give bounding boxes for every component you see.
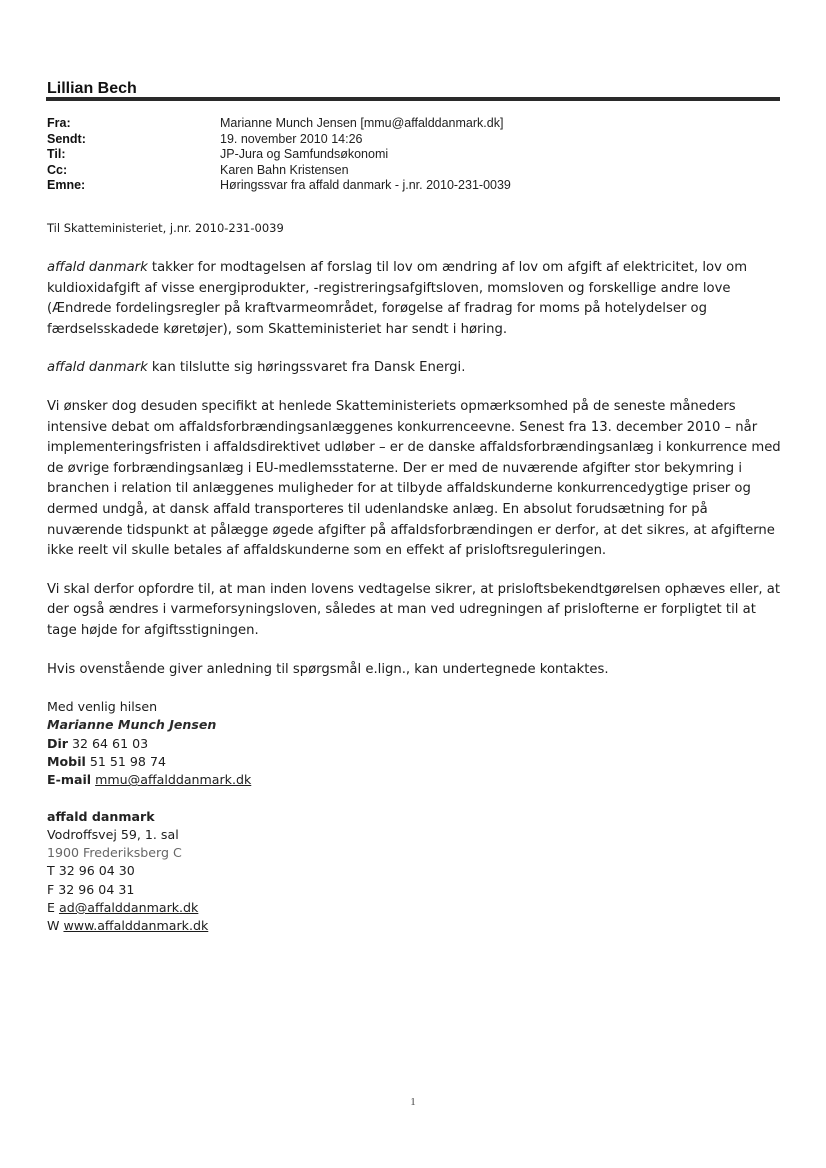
paragraph-intro-text: takker for modtagelsen af forslag til lov om ændring af lov om afgift af elektricitet, lov om kuldioxidafgift af visse energiprodukter, -registreringsafgiftsloven, momsloven og forskellige andre love (Ændrede fordelingsregler på kraftvarmeområdet, forøgelse af fradrag for moms på hotelydelser og færdselsskadede køretøjer), som Skatteministeriet har sendt i høring. [47, 260, 748, 337]
subject-value: Høringssvar fra affald danmark - j.nr. 2010-231-0039 [220, 178, 511, 192]
sent-label: Sendt: [47, 131, 86, 146]
sent-value: 19. november 2010 14:26 [220, 131, 363, 146]
organization-email [47, 899, 787, 917]
direct-phone [47, 735, 787, 753]
paragraph-request: Vi skal derfor opfordre til, at man inden lovens vedtagelse sikrer, at prisloftsbekendtgørelsen ophæves eller, at der også ændres i varmeforsyningsloven, således at man ved udregningen af prislofterne er forpligtet til at tage højde for afgiftsstigningen. [47, 581, 781, 638]
paragraph-intro [47, 258, 787, 340]
organization-block [47, 808, 787, 936]
header-row-cc [47, 163, 767, 179]
signer-name: Marianne Munch Jensen [47, 717, 217, 733]
organization-website-link[interactable]: www.affalddanmark.dk [63, 918, 209, 934]
organization-email-link[interactable]: ad@affalddanmark.dk [58, 900, 199, 916]
email-header-block [47, 116, 767, 194]
mailbox-owner-name: Lillian Bech [47, 80, 137, 97]
organization-phone: T 32 96 04 30 [47, 863, 135, 879]
direct-phone-label: Dir [47, 735, 68, 751]
organization-fax: F 32 96 04 31 [47, 881, 135, 897]
address-line-2: 1900 Frederiksberg C [47, 845, 182, 861]
page-number: 1 [410, 1096, 416, 1108]
mobile-phone [47, 753, 787, 771]
organization-website-prefix: W [47, 918, 60, 934]
subject-label: Emne: [47, 178, 86, 192]
header-row-to [47, 147, 767, 163]
brand-name: affald danmark [47, 360, 148, 376]
signer-email-link[interactable]: mmu@affalddanmark.dk [95, 772, 252, 788]
header-row-sent [47, 132, 767, 148]
paragraph-support-text: kan tilslutte sig høringssvaret fra Dansk Energi. [147, 360, 466, 376]
to-value: JP-Jura og Samfundsøkonomi [220, 147, 389, 161]
from-label: Fra: [47, 116, 71, 130]
header-row-subject [47, 178, 767, 194]
signer-email-label: E-mail [47, 772, 92, 788]
from-value: Marianne Munch Jensen [mmu@affalddanmark.dk] [220, 116, 504, 130]
paragraph-contact: Hvis ovenstående giver anledning til spørgsmål e.lign., kan undertegnede kontaktes. [47, 661, 609, 677]
address-line-1: Vodroffsvej 59, 1. sal [47, 826, 179, 842]
to-label: Til: [47, 147, 66, 161]
header-divider [46, 97, 780, 101]
email-body [47, 220, 787, 936]
cc-value: Karen Bahn Kristensen [220, 162, 349, 177]
paragraph-support [47, 358, 787, 379]
mobile-phone-value: 51 51 98 74 [89, 753, 166, 769]
signature-block [47, 698, 787, 789]
signer-email [47, 771, 787, 789]
direct-phone-value: 32 64 61 03 [72, 735, 149, 751]
brand-name: affald danmark [47, 260, 148, 275]
header-row-from [47, 116, 767, 132]
paragraph-concern: Vi ønsker dog desuden specifikt at henlede Skatteministeriets opmærksomhed på de seneste måneders intensive debat om affaldsforbrændingsanlæggenes konkurrenceevne. Senest fra 13. december 2010 – når implementeringsfristen i affaldsdirektivet udløber – er de danske affaldsforbrændingsanlæg i konkurrence med de øvrige forbrændingsanlæg i EU-medlemsstaterne. Der er med de nuværende afgifter stor bekymring i branchen i relation til anlæggenes muligheder for at tilbyde affaldskunderne konkurrencedygtige priser og dermed undgå, at dansk affald transporteres til udenlandske anlæg. En absolut forudsætning for på nuværende tidspunkt at pålægge øgede afgifter på affaldsforbrændingen er derfor, at det sikres, at afgifterne ikke reelt vil skulle betales af affaldskunderne som en effekt af prisloftsreguleringen. [47, 398, 781, 559]
recipient-line: Til Skatteministeriet, j.nr. 2010-231-0039 [47, 221, 284, 235]
cc-label: Cc: [47, 162, 68, 177]
mobile-phone-label: Mobil [47, 753, 86, 769]
organization-website [47, 917, 787, 935]
organization-name: affald danmark [47, 808, 155, 824]
organization-email-prefix: E [47, 900, 55, 916]
greeting: Med venlig hilsen [47, 699, 158, 715]
